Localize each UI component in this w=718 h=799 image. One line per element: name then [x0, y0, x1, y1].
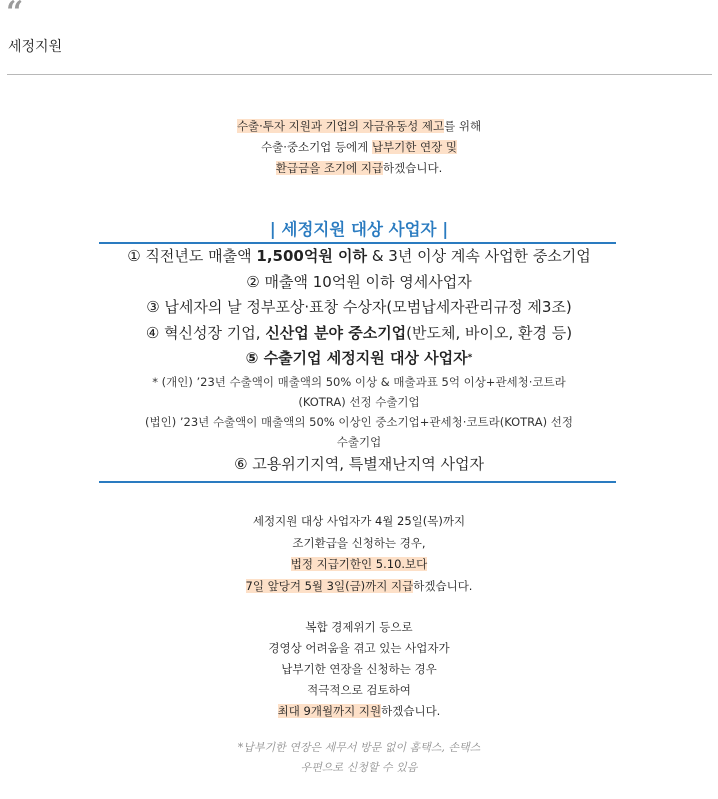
extension-line: 적극적으로 검토하여 [307, 683, 411, 697]
refund-text: 하겠습니다. [413, 578, 473, 593]
refund-line [0, 554, 718, 576]
intro-text-1: 를 위해 [444, 119, 482, 133]
handwritten-footnote [0, 738, 718, 778]
note-line: * (개인) ’23년 수출액이 매출액의 50% 이상 & 매출과표 5억 이상+관세청·코트라 [152, 374, 566, 389]
intro-text-3: 하겠습니다. [383, 161, 443, 175]
item-text: & 3년 이상 계속 사업한 중소기업 [367, 247, 591, 265]
refund-line: 세정지원 대상 사업자가 4월 25일(목)까지 [252, 514, 466, 528]
intro-highlight-3: 환급금을 조기에 지급 [275, 161, 384, 175]
intro-paragraph [0, 116, 718, 179]
note-line: (KOTRA) 선정 수출기업 [298, 394, 420, 409]
header-divider [7, 74, 712, 75]
refund-paragraph [0, 511, 718, 597]
list-item: ⑥ 고용위기지역, 특별재난지역 사업자 [234, 454, 484, 473]
intro-highlight-1: 수출·투자 지원과 기업의 자금유동성 제고 [236, 119, 445, 133]
page-title: 세정지원 [8, 39, 63, 55]
item-bold-text: 1,500억원 이하 [256, 247, 368, 265]
extension-line: 복합 경제위기 등으로 [305, 620, 413, 634]
refund-line [0, 576, 718, 598]
intro-line-1 [0, 116, 718, 137]
refund-highlight: 7일 앞당겨 5월 3일(금)까지 지급 [245, 578, 414, 593]
list-item: ③ 납세자의 날 정부포상·표창 수상자(모범납세자관리규정 제3조) [146, 298, 572, 316]
note-line: (법인) ’23년 수출액이 매출액의 50% 이상인 중소기업+관세청·코트라(KOTRA) 선정 [145, 414, 573, 429]
item-text: (반도체, 바이오, 환경 등) [406, 323, 573, 342]
intro-line-3 [0, 158, 718, 179]
list-item: ② 매출액 10억원 이하 영세사업자 [246, 272, 472, 291]
refund-highlight: 법정 지급기한인 5.10.보다 [290, 557, 428, 571]
refund-line: 조기환급을 신청하는 경우, [292, 535, 426, 550]
target-list [0, 244, 718, 477]
footnote-line: *납부기한 연장은 세무서 방문 없이 홈택스, 손택스 [237, 741, 481, 754]
section-bottom-line [99, 481, 616, 483]
extension-line: 납부기한 연장을 신청하는 경우 [281, 662, 437, 676]
extension-line [0, 701, 718, 722]
intro-text-2: 수출·중소기업 등에게 [260, 140, 372, 154]
item-bold-text: 신산업 분야 중소기업 [265, 323, 407, 342]
footnote-line: 우편으로 신청할 수 있음 [300, 761, 418, 774]
quote-icon: “ [6, 0, 22, 30]
item-text: ④ 혁신성장 기업, [145, 323, 266, 342]
list-item [0, 244, 718, 270]
extension-highlight: 최대 9개월까지 지원 [277, 704, 382, 718]
intro-line-2 [0, 137, 718, 158]
extension-text: 하겠습니다. [381, 704, 441, 718]
item-text: ⑤ 수출기업 세정지원 대상 사업자 [245, 349, 468, 367]
extension-paragraph [0, 617, 718, 722]
item-text: ① 직전년도 매출액 [127, 247, 257, 265]
list-item [0, 321, 718, 347]
note-line: 수출기업 [336, 434, 382, 449]
intro-highlight-2: 납부기한 연장 및 [371, 140, 458, 154]
extension-line: 경영상 어려움을 겪고 있는 사업자가 [268, 641, 450, 655]
list-item [0, 346, 718, 372]
section-title: | 세정지원 대상 사업자 | [269, 220, 449, 239]
footnote-marker: * [467, 353, 473, 363]
